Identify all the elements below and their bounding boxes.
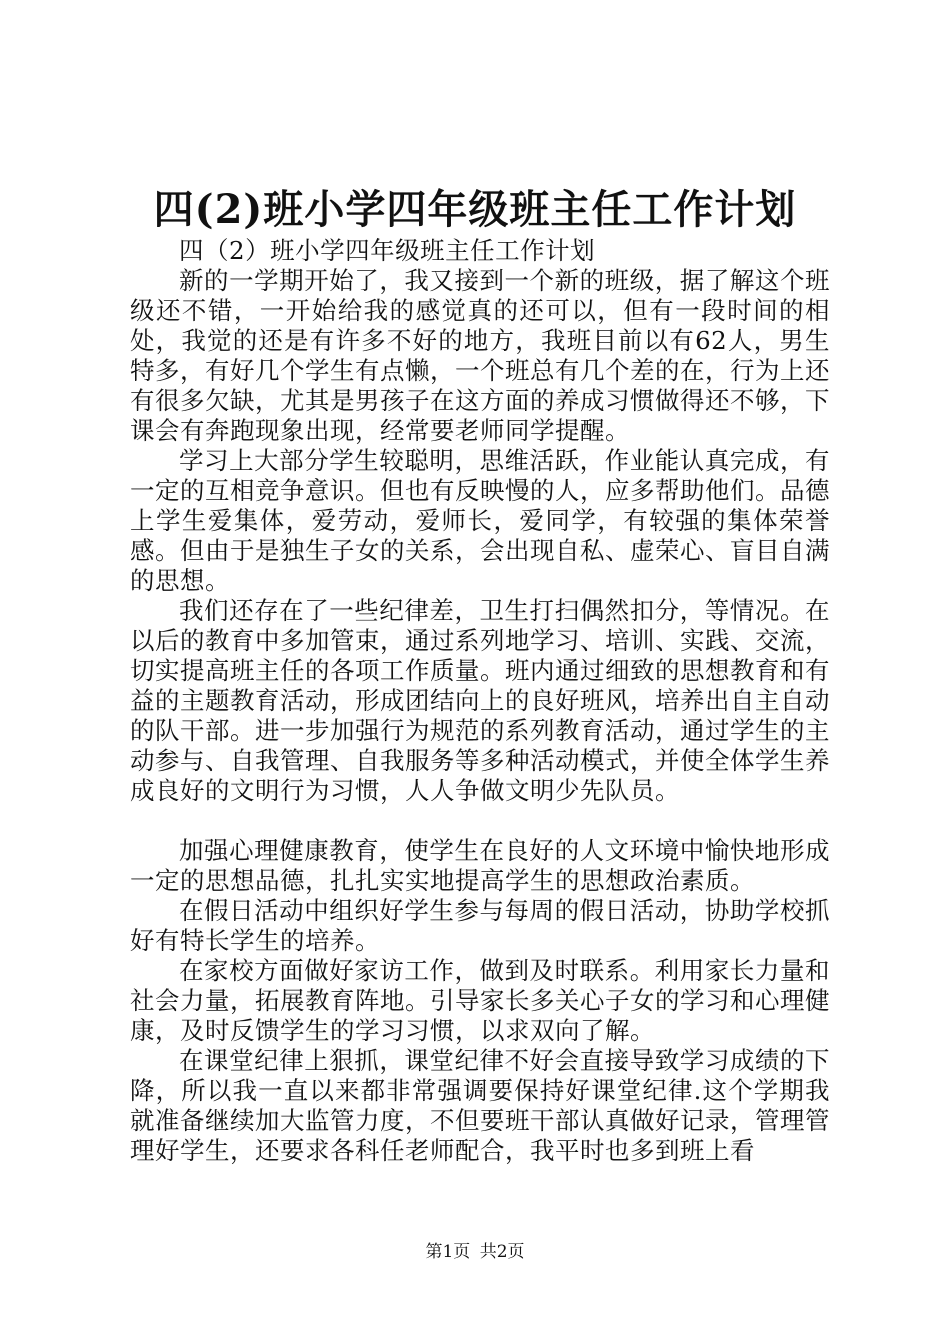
paragraph-home-school: 在家校方面做好家访工作，做到及时联系。利用家长力量和社会力量，拓展教育阵地。引导家长多关心子女的学习和心理健康，及时反馈学生的学习习惯，以求双向了解。 bbox=[130, 956, 830, 1045]
page-number: 第1页 bbox=[425, 1242, 471, 1262]
paragraph-discipline: 我们还存在了一些纪律差，卫生打扫偶然扣分，等情况。在以后的教育中多加管束，通过系列地学习、培训、实践、交流，切实提高班主任的各项工作质量。班内通过细致的思想教育和有益的主题教育活动，形成团结向上的良好班风，培养出自主自动的队干部。进一步加强行为规范的系列教育活动，通过学生的主动参与、自我管理、自我服务等多种活动模式，并使全体学生养成良好的文明行为习惯，人人争做文明少先队员。 bbox=[130, 596, 830, 805]
paragraph-intro: 新的一学期开始了，我又接到一个新的班级，据了解这个班级还不错，一开始给我的感觉真的还可以，但有一段时间的相处，我觉的还是有许多不好的地方，我班目前以有62人，男生特多，有好几个学生有点懒，一个班总有几个差的在，行为上还有很多欠缺，尤其是男孩子在这方面的养成习惯做得还不够，下课会有奔跑现象出现，经常要老师同学提醒。 bbox=[130, 266, 830, 445]
paragraph-study: 学习上大部分学生较聪明，思维活跃，作业能认真完成，有一定的互相竞争意识。但也有反映慢的人，应多帮助他们。品德上学生爱集体，爱劳动，爱师长，爱同学，有较强的集体荣誉感。但由于是独生子女的关系，会出现自私、虚荣心、盲目自满的思想。 bbox=[130, 446, 830, 595]
paragraph-subtitle: 四（2）班小学四年级班主任工作计划 bbox=[179, 236, 596, 265]
document-title: 四(2)班小学四年级班主任工作计划 bbox=[153, 186, 797, 233]
paragraph-classroom-discipline: 在课堂纪律上狠抓，课堂纪律不好会直接导致学习成绩的下降，所以我一直以来都非常强调要保持好课堂纪律.这个学期我就准备继续加大监管力度，不但要班干部认真做好记录，管理管理好学生，还要求各科任老师配合，我平时也多到班上看 bbox=[130, 1046, 830, 1165]
document-body bbox=[130, 236, 830, 1166]
paragraph-holiday-activities: 在假日活动中组织好学生参与每周的假日活动，协助学校抓好有特长学生的培养。 bbox=[130, 896, 830, 955]
page-total: 共2页 bbox=[479, 1242, 525, 1262]
page-footer bbox=[0, 1240, 950, 1264]
paragraph-mental-health: 加强心理健康教育，使学生在良好的人文环境中愉快地形成一定的思想品德，扎扎实实地提高学生的思想政治素质。 bbox=[130, 836, 830, 895]
